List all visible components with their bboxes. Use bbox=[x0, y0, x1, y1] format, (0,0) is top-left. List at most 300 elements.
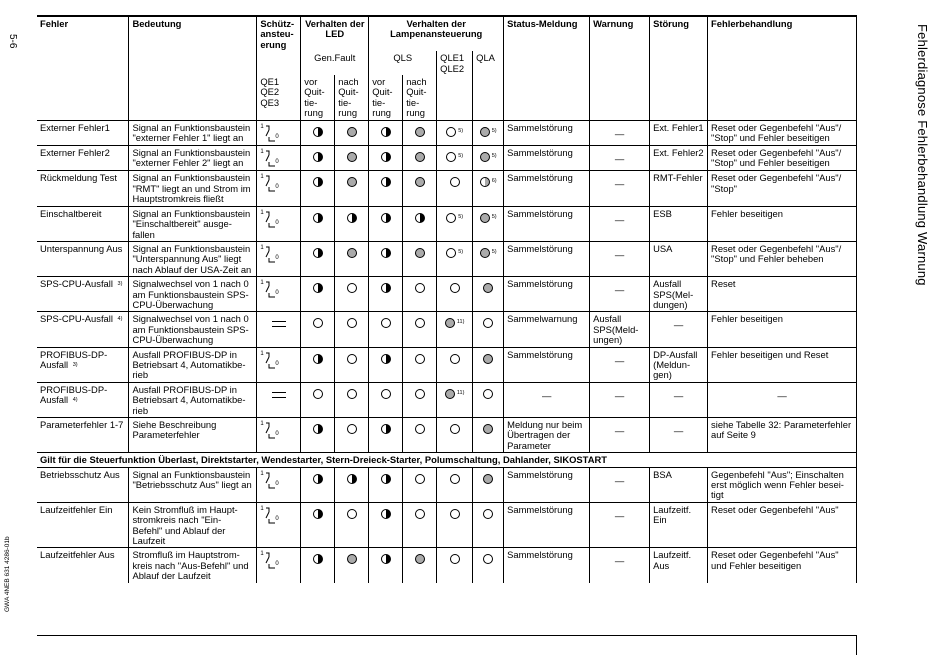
cell-led bbox=[335, 120, 369, 145]
cell-led bbox=[301, 312, 335, 347]
led-flash-icon bbox=[381, 554, 391, 564]
header-qls: QLS bbox=[369, 51, 437, 75]
cell-status: Sammelstörung bbox=[504, 171, 590, 206]
led-off-icon bbox=[313, 389, 323, 399]
cell-behandlung: — bbox=[708, 382, 857, 417]
footnote-ref: 5) bbox=[491, 153, 497, 160]
cell-status: Sammelstörung bbox=[504, 548, 590, 583]
cell-warnung: — bbox=[590, 418, 650, 453]
cell-fehler: PROFIBUS-DP- Ausfall $^{3)}$ bbox=[37, 347, 129, 382]
contact-symbol-icon: 1 0 bbox=[260, 280, 279, 297]
chapter-title: Fehlerdiagnose Fehlerbehandlung Warnung bbox=[915, 24, 930, 286]
led-flash-icon bbox=[313, 177, 323, 187]
cell-warnung: — bbox=[590, 120, 650, 145]
table-row bbox=[37, 502, 857, 548]
contact-symbol-icon: 1 0 bbox=[260, 470, 279, 487]
led-off-icon bbox=[415, 474, 425, 484]
cell-behandlung: Reset oder Gegenbefehl "Aus" und Fehler beseitigen bbox=[708, 548, 857, 583]
cell-led bbox=[369, 502, 403, 548]
cell-warnung: — bbox=[590, 146, 650, 171]
led-flash-icon bbox=[313, 248, 323, 258]
cell-led bbox=[301, 548, 335, 583]
cell-led bbox=[473, 418, 504, 453]
table-row bbox=[37, 548, 857, 583]
cell-led bbox=[403, 171, 437, 206]
led-off-icon bbox=[450, 474, 460, 484]
led-off-icon bbox=[347, 509, 357, 519]
led-on-icon bbox=[347, 127, 357, 137]
cell-led bbox=[473, 548, 504, 583]
led-off-icon bbox=[347, 424, 357, 434]
cell-bedeutung: Signal an Funktionsbaustein "externer Fehler 2" liegt an bbox=[129, 146, 257, 171]
cell-warnung: — bbox=[590, 502, 650, 548]
header-schuetz: Schütz- ansteu- erung bbox=[257, 16, 301, 51]
cell-bedeutung: Signal an Funktionsbaustein "externer Fehler 1" liegt an bbox=[129, 120, 257, 145]
cell-led bbox=[369, 347, 403, 382]
cell-fehler: Betriebsschutz Aus bbox=[37, 467, 129, 502]
led-flash-icon bbox=[381, 213, 391, 223]
led-off-icon bbox=[347, 389, 357, 399]
cell-bedeutung: Siehe Beschreibung Parameterfehler bbox=[129, 418, 257, 453]
cell-led bbox=[335, 418, 369, 453]
header-vor-2: vor Quit- tie- rung bbox=[369, 75, 403, 120]
led-flash-icon bbox=[381, 424, 391, 434]
led-flash-icon bbox=[381, 354, 391, 364]
cell-led bbox=[301, 502, 335, 548]
cell-status: Sammelstörung bbox=[504, 347, 590, 382]
cell-schuetz bbox=[257, 418, 301, 453]
cell-led bbox=[403, 146, 437, 171]
led-flash-icon bbox=[313, 424, 323, 434]
led-flash-icon bbox=[347, 213, 357, 223]
led-off-icon bbox=[415, 283, 425, 293]
footnote-ref: 5) bbox=[458, 213, 464, 220]
led-off-icon bbox=[483, 554, 493, 564]
led-off-icon bbox=[415, 389, 425, 399]
cell-led bbox=[437, 502, 473, 548]
cell-bedeutung: Signal an Funktionsbaustein "Einschaltbereit" ausge- fallen bbox=[129, 206, 257, 241]
cell-schuetz bbox=[257, 171, 301, 206]
cell-status: Sammelstörung bbox=[504, 502, 590, 548]
cell-led bbox=[403, 277, 437, 312]
cell-status: Sammelwarnung bbox=[504, 312, 590, 347]
contact-symbol-icon: 1 0 bbox=[260, 421, 279, 437]
contact-symbol-icon: 1 0 bbox=[260, 123, 279, 140]
cell-fehler: Rückmeldung Test bbox=[37, 171, 129, 206]
footnote-ref: 5) bbox=[491, 213, 497, 220]
footnote-ref: 4) bbox=[72, 397, 78, 404]
led-flash-icon bbox=[313, 127, 323, 137]
led-off-icon bbox=[347, 283, 357, 293]
cell-stoerung: — bbox=[650, 418, 708, 453]
cell-led bbox=[437, 171, 473, 206]
footnote-ref: 4) bbox=[117, 316, 123, 323]
cell-led bbox=[473, 347, 504, 382]
cell-fehler: Parameterfehler 1-7 bbox=[37, 418, 129, 453]
led-on-icon bbox=[483, 354, 493, 364]
led-on-icon bbox=[347, 177, 357, 187]
cell-led bbox=[437, 312, 473, 347]
cell-warnung: Ausfall SPS(Meld- ungen) bbox=[590, 312, 650, 347]
cell-schuetz bbox=[257, 548, 301, 583]
cell-behandlung: Gegenbefehl "Aus"; Einschalten erst möglich wenn Fehler besei- tigt bbox=[708, 467, 857, 502]
cell-led bbox=[473, 171, 504, 206]
led-on-icon bbox=[415, 248, 425, 258]
led-flash-icon bbox=[381, 474, 391, 484]
led-on-icon bbox=[483, 424, 493, 434]
led-flash-icon bbox=[381, 127, 391, 137]
cell-led bbox=[403, 347, 437, 382]
cell-schuetz bbox=[257, 312, 301, 347]
cell-led bbox=[403, 382, 437, 417]
cell-led bbox=[473, 312, 504, 347]
cell-stoerung: RMT-Fehler bbox=[650, 171, 708, 206]
cell-led bbox=[369, 146, 403, 171]
cell-led bbox=[335, 502, 369, 548]
cell-status: Sammelstörung bbox=[504, 277, 590, 312]
led-off-icon bbox=[347, 354, 357, 364]
contact-symbol-icon: 1 0 bbox=[260, 244, 279, 261]
table-row bbox=[37, 418, 857, 453]
cell-led bbox=[335, 467, 369, 502]
cell-stoerung: Ausfall SPS(Mel- dungen) bbox=[650, 277, 708, 312]
led-on-icon bbox=[480, 213, 490, 223]
cell-led bbox=[301, 382, 335, 417]
cell-led bbox=[335, 548, 369, 583]
footnote-ref: 5) bbox=[491, 248, 497, 255]
cell-led bbox=[335, 241, 369, 276]
cell-led bbox=[369, 418, 403, 453]
cell-led bbox=[369, 206, 403, 241]
cell-led bbox=[369, 548, 403, 583]
led-on-icon bbox=[445, 389, 455, 399]
led-on-icon bbox=[347, 554, 357, 564]
cell-led bbox=[369, 277, 403, 312]
cell-led bbox=[437, 382, 473, 417]
cell-led bbox=[403, 312, 437, 347]
cell-led bbox=[369, 120, 403, 145]
cell-led bbox=[437, 548, 473, 583]
led-on-icon bbox=[415, 152, 425, 162]
led-off-icon bbox=[483, 389, 493, 399]
led-off-icon bbox=[450, 283, 460, 293]
cell-fehler: PROFIBUS-DP- Ausfall $^{4)}$ bbox=[37, 382, 129, 417]
led-off-icon bbox=[381, 389, 391, 399]
cell-led bbox=[335, 146, 369, 171]
footnote-ref: 5) bbox=[458, 248, 464, 255]
cell-behandlung: Fehler beseitigen und Reset bbox=[708, 347, 857, 382]
header-led: Verhalten der LED bbox=[301, 16, 369, 51]
header-genfault: Gen.Fault bbox=[301, 51, 369, 75]
cell-led bbox=[473, 467, 504, 502]
cell-bedeutung: Signal an Funktionsbaustein "Betriebsschutz Aus" liegt an bbox=[129, 467, 257, 502]
cell-stoerung: ESB bbox=[650, 206, 708, 241]
table-row bbox=[37, 467, 857, 502]
cell-led bbox=[369, 171, 403, 206]
cell-led bbox=[301, 206, 335, 241]
header-qe: QE1 QE2 QE3 bbox=[257, 75, 301, 120]
cell-led bbox=[369, 467, 403, 502]
cell-stoerung: BSA bbox=[650, 467, 708, 502]
cell-warnung: — bbox=[590, 548, 650, 583]
cell-warnung: — bbox=[590, 347, 650, 382]
led-off-icon bbox=[483, 509, 493, 519]
cell-led bbox=[473, 206, 504, 241]
cell-led bbox=[403, 418, 437, 453]
footnote-ref: 5) bbox=[458, 127, 464, 134]
cell-status: Sammelstörung bbox=[504, 241, 590, 276]
cell-warnung: — bbox=[590, 171, 650, 206]
cell-warnung: — bbox=[590, 382, 650, 417]
cell-status: — bbox=[504, 382, 590, 417]
cell-schuetz bbox=[257, 502, 301, 548]
contact-symbol-icon: 1 0 bbox=[260, 350, 279, 367]
cell-bedeutung: Signalwechsel von 1 nach 0 am Funktionsbaustein SPS- CPU-Überwachung bbox=[129, 312, 257, 347]
cell-led bbox=[301, 120, 335, 145]
cell-fehler: SPS-CPU-Ausfall $^{4)}$ bbox=[37, 312, 129, 347]
cell-bedeutung: Ausfall PROFIBUS-DP in Betriebsart 4, Automatikbe- rieb bbox=[129, 382, 257, 417]
header-behandlung: Fehlerbehandlung bbox=[708, 16, 857, 51]
cell-status: Meldung nur beim Übertragen der Parameter bbox=[504, 418, 590, 453]
cell-led bbox=[437, 120, 473, 145]
led-off-icon bbox=[446, 127, 456, 137]
cell-led bbox=[473, 120, 504, 145]
cell-status: Sammelstörung bbox=[504, 120, 590, 145]
led-on-icon bbox=[415, 177, 425, 187]
cell-behandlung: Reset oder Gegenbefehl "Aus"/ "Stop" bbox=[708, 171, 857, 206]
cell-stoerung: USA bbox=[650, 241, 708, 276]
cell-behandlung: siehe Tabelle 32: Parameterfehler auf Seite 9 bbox=[708, 418, 857, 453]
footnote-ref: 3) bbox=[72, 361, 78, 368]
led-flash-icon bbox=[415, 213, 425, 223]
footnote-ref: 11) bbox=[456, 389, 465, 396]
cell-led bbox=[335, 312, 369, 347]
header-qla: QLA bbox=[473, 51, 504, 75]
footnote-ref: 5) bbox=[458, 153, 464, 160]
cell-bedeutung: Ausfall PROFIBUS-DP in Betriebsart 4, Automatikbe- rieb bbox=[129, 347, 257, 382]
header-stoerung: Störung bbox=[650, 16, 708, 51]
led-off-icon bbox=[446, 213, 456, 223]
document-id: GWA 4NEB 631 4286-01b bbox=[4, 536, 11, 612]
led-on-icon bbox=[483, 283, 493, 293]
led-off-icon bbox=[313, 318, 323, 328]
contact-symbol-icon: 1 0 bbox=[260, 149, 279, 166]
cell-led bbox=[473, 277, 504, 312]
header-qle: QLE1 QLE2 bbox=[437, 51, 473, 75]
led-off-icon bbox=[450, 354, 460, 364]
cell-led bbox=[335, 206, 369, 241]
cell-schuetz bbox=[257, 467, 301, 502]
led-on-icon bbox=[347, 248, 357, 258]
cell-schuetz bbox=[257, 382, 301, 417]
contact-symbol-icon: 1 0 bbox=[260, 174, 279, 191]
cell-led bbox=[369, 241, 403, 276]
cell-led bbox=[301, 241, 335, 276]
cell-led bbox=[473, 382, 504, 417]
cell-behandlung: Fehler beseitigen bbox=[708, 206, 857, 241]
cell-led bbox=[403, 548, 437, 583]
led-on-icon bbox=[480, 127, 490, 137]
cell-stoerung: Ext. Fehler1 bbox=[650, 120, 708, 145]
cell-behandlung: Reset bbox=[708, 277, 857, 312]
led-off-icon bbox=[381, 318, 391, 328]
cell-fehler: Laufzeitfehler Ein bbox=[37, 502, 129, 548]
led-flash-icon bbox=[313, 213, 323, 223]
table-row bbox=[37, 120, 857, 145]
cell-led bbox=[301, 277, 335, 312]
led-flash-icon bbox=[313, 283, 323, 293]
cell-led bbox=[437, 241, 473, 276]
page-number: 5-6 bbox=[7, 34, 18, 49]
led-on-icon bbox=[480, 248, 490, 258]
led-off-icon bbox=[415, 509, 425, 519]
led-off-icon bbox=[415, 354, 425, 364]
cell-led bbox=[437, 467, 473, 502]
cell-led bbox=[437, 277, 473, 312]
led-off-icon bbox=[450, 554, 460, 564]
cell-warnung: — bbox=[590, 206, 650, 241]
table-row bbox=[37, 277, 857, 312]
led-flash-icon bbox=[313, 152, 323, 162]
cell-status: Sammelstörung bbox=[504, 467, 590, 502]
led-off-icon bbox=[483, 318, 493, 328]
led-on-icon bbox=[415, 127, 425, 137]
equal-symbol-icon bbox=[272, 392, 286, 398]
cell-schuetz bbox=[257, 241, 301, 276]
cell-fehler: Unterspannung Aus bbox=[37, 241, 129, 276]
cell-stoerung: — bbox=[650, 312, 708, 347]
cell-led bbox=[301, 146, 335, 171]
error-table bbox=[37, 15, 857, 583]
header-lampen: Verhalten der Lampenansteuerung bbox=[369, 16, 504, 51]
cell-behandlung: Reset oder Gegenbefehl "Aus" bbox=[708, 502, 857, 548]
led-on-icon bbox=[480, 152, 490, 162]
cell-schuetz bbox=[257, 146, 301, 171]
cell-fehler: Externer Fehler1 bbox=[37, 120, 129, 145]
header-fehler: Fehler bbox=[40, 18, 69, 29]
led-flashr-icon bbox=[480, 177, 490, 187]
cell-led bbox=[437, 418, 473, 453]
cell-fehler: Laufzeitfehler Aus bbox=[37, 548, 129, 583]
table-row bbox=[37, 312, 857, 347]
cell-fehler: Einschaltbereit bbox=[37, 206, 129, 241]
cell-bedeutung: Signal an Funktionsbaustein "Unterspannung Aus" liegt nach Ablauf der USA-Zeit an bbox=[129, 241, 257, 276]
led-flash-icon bbox=[347, 474, 357, 484]
cell-stoerung: Laufzeitf. Ein bbox=[650, 502, 708, 548]
led-flash-icon bbox=[381, 248, 391, 258]
header-vor-1: vor Quit- tie- rung bbox=[301, 75, 335, 120]
footnote-ref: 3) bbox=[117, 281, 123, 288]
table-continuation bbox=[37, 635, 857, 655]
cell-schuetz bbox=[257, 120, 301, 145]
led-off-icon bbox=[415, 318, 425, 328]
cell-led bbox=[403, 206, 437, 241]
led-on-icon bbox=[445, 318, 455, 328]
cell-led bbox=[335, 382, 369, 417]
led-off-icon bbox=[450, 424, 460, 434]
led-flash-icon bbox=[313, 474, 323, 484]
led-flash-icon bbox=[381, 283, 391, 293]
cell-schuetz bbox=[257, 206, 301, 241]
led-flash-icon bbox=[313, 509, 323, 519]
header-bedeutung: Bedeutung bbox=[129, 16, 257, 51]
table-row bbox=[37, 206, 857, 241]
led-flash-icon bbox=[313, 554, 323, 564]
led-off-icon bbox=[347, 318, 357, 328]
led-on-icon bbox=[347, 152, 357, 162]
cell-led bbox=[301, 467, 335, 502]
cell-stoerung: Laufzeitf. Aus bbox=[650, 548, 708, 583]
led-flash-icon bbox=[381, 177, 391, 187]
cell-bedeutung: Kein Stromfluß im Haupt- stromkreis nach "Ein- Befehl" und Ablauf der Laufzeit bbox=[129, 502, 257, 548]
table-row bbox=[37, 382, 857, 417]
led-on-icon bbox=[483, 474, 493, 484]
led-flash-icon bbox=[381, 152, 391, 162]
cell-led bbox=[335, 277, 369, 312]
table-row bbox=[37, 171, 857, 206]
cell-bedeutung: Signal an Funktionsbaustein "RMT" liegt an und Strom im Hauptstromkreis fließt bbox=[129, 171, 257, 206]
header-nach-2: nach Quit- tie- rung bbox=[403, 75, 437, 120]
cell-led bbox=[437, 347, 473, 382]
cell-warnung: — bbox=[590, 467, 650, 502]
led-off-icon bbox=[450, 177, 460, 187]
cell-behandlung: Reset oder Gegenbefehl "Aus"/ "Stop" und Fehler beheben bbox=[708, 241, 857, 276]
footnote-ref: 5) bbox=[491, 127, 497, 134]
cell-fehler: Externer Fehler2 bbox=[37, 146, 129, 171]
cell-led bbox=[403, 467, 437, 502]
cell-status: Sammelstörung bbox=[504, 146, 590, 171]
contact-symbol-icon: 1 0 bbox=[260, 209, 279, 226]
cell-led bbox=[369, 312, 403, 347]
footnote-ref: 11) bbox=[456, 319, 465, 326]
equal-symbol-icon bbox=[272, 321, 286, 327]
cell-bedeutung: Stromfluß im Hauptstrom- kreis nach "Aus-Befehl" und Ablauf der Laufzeit bbox=[129, 548, 257, 583]
cell-led bbox=[301, 418, 335, 453]
cell-warnung: — bbox=[590, 241, 650, 276]
led-off-icon bbox=[446, 152, 456, 162]
led-flash-icon bbox=[381, 509, 391, 519]
cell-behandlung: Reset oder Gegenbefehl "Aus"/ "Stop" und Fehler beseitigen bbox=[708, 120, 857, 145]
header-status: Status-Meldung bbox=[504, 16, 590, 51]
cell-led bbox=[335, 171, 369, 206]
cell-led bbox=[335, 347, 369, 382]
table-row bbox=[37, 347, 857, 382]
cell-bedeutung: Signalwechsel von 1 nach 0 am Funktionsbaustein SPS- CPU-Überwachung bbox=[129, 277, 257, 312]
cell-stoerung: DP-Ausfall (Meldun- gen) bbox=[650, 347, 708, 382]
cell-led bbox=[473, 146, 504, 171]
header-warnung: Warnung bbox=[590, 16, 650, 51]
cell-schuetz bbox=[257, 277, 301, 312]
cell-fehler: SPS-CPU-Ausfall $^{3)}$ bbox=[37, 277, 129, 312]
cell-led bbox=[473, 502, 504, 548]
section-label: Gilt für die Steuerfunktion Überlast, Direktstarter, Wendestarter, Stern-Dreieck-Starter, Polumschaltung, Dahlander, SIKOSTART bbox=[37, 453, 857, 467]
footnote-ref: 6) bbox=[491, 178, 497, 185]
cell-schuetz bbox=[257, 347, 301, 382]
cell-led bbox=[369, 382, 403, 417]
cell-led bbox=[403, 241, 437, 276]
table-row bbox=[37, 146, 857, 171]
cell-led bbox=[473, 241, 504, 276]
cell-stoerung: — bbox=[650, 382, 708, 417]
cell-led bbox=[403, 502, 437, 548]
cell-warnung: — bbox=[590, 277, 650, 312]
led-off-icon bbox=[415, 424, 425, 434]
cell-status: Sammelstörung bbox=[504, 206, 590, 241]
table-row bbox=[37, 241, 857, 276]
cell-led bbox=[301, 171, 335, 206]
cell-led bbox=[437, 146, 473, 171]
cell-led bbox=[301, 347, 335, 382]
